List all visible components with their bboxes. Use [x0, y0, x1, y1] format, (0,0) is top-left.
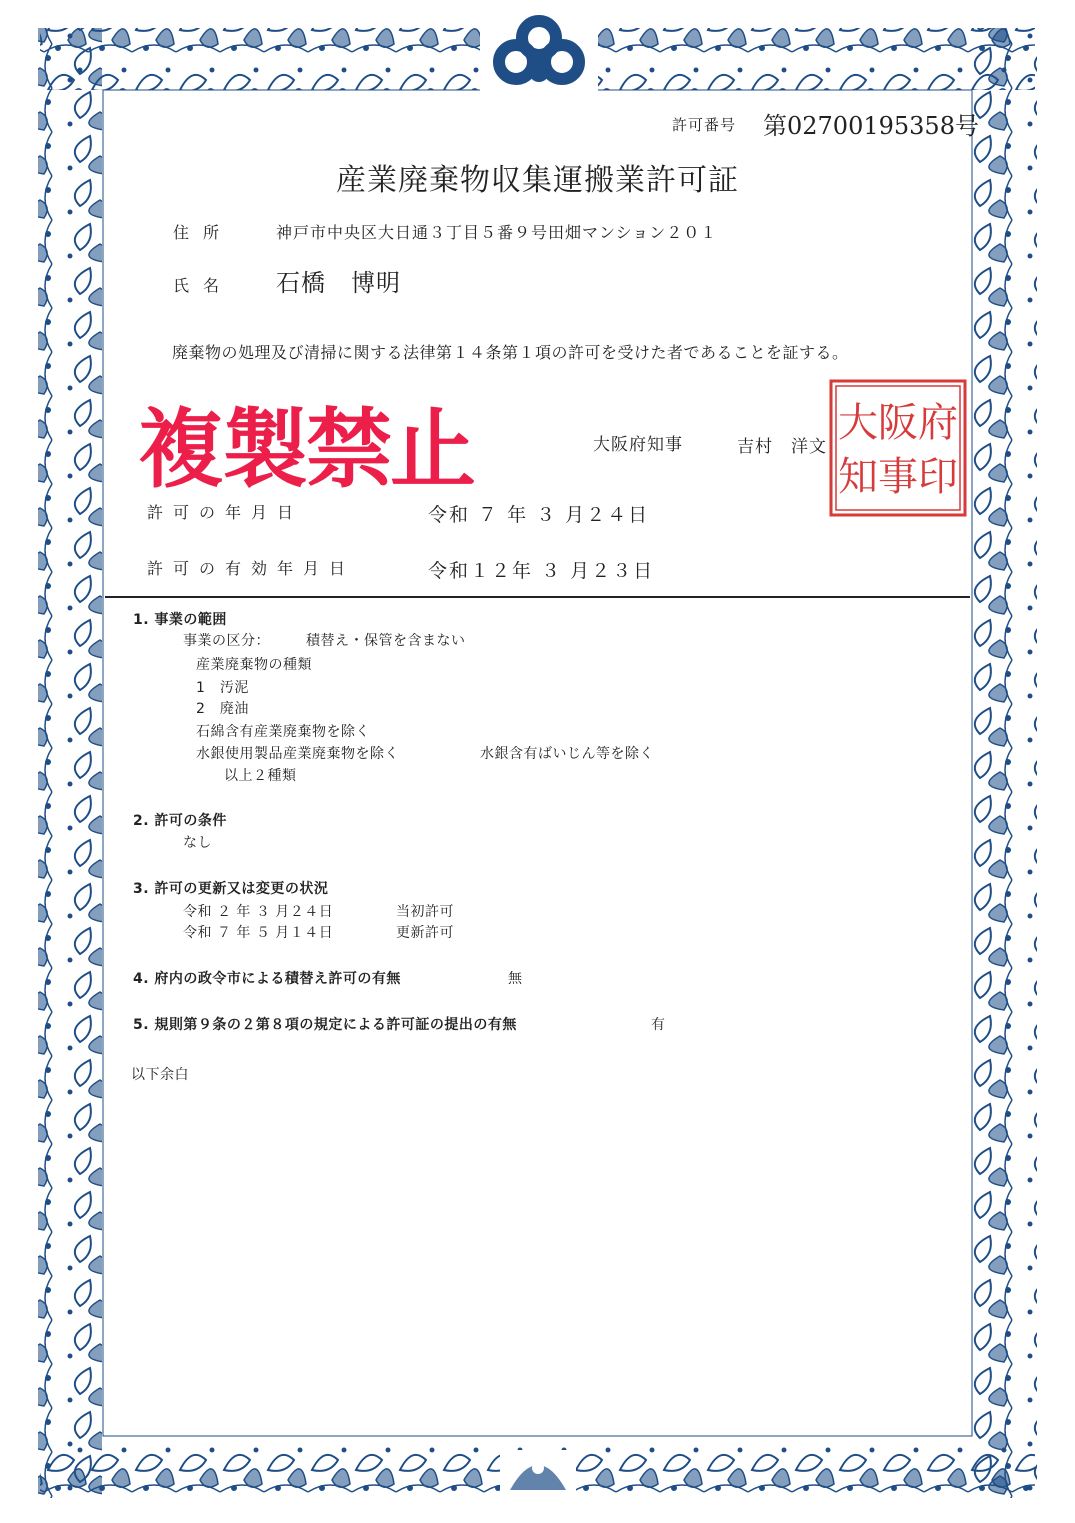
business-category-label: 事業の区分： [183, 633, 270, 649]
business-category-value: 積替え・保管を含まない [306, 633, 466, 649]
transfer-permit-value: 無 [508, 971, 523, 987]
seal-char: 阪 [878, 400, 918, 446]
seal-char: 知 [838, 454, 878, 500]
governor-seal-icon [828, 378, 968, 518]
seal-char: 印 [918, 454, 958, 500]
permit-number-value: 第02700195358号 [763, 112, 979, 140]
copy-prohibited-mark: 複製禁止 [138, 400, 474, 500]
section-heading: 1. 事業の範囲 [133, 612, 227, 628]
exclusion-note: 水銀使用製品産業廃棄物を除く [196, 746, 399, 762]
expiry-date-label: 許可の有効年月日 [147, 559, 356, 578]
section-heading: 3. 許可の更新又は変更の状況 [133, 881, 329, 897]
section-heading: 5. 規則第９条の２第８項の規定による許可証の提出の有無 [133, 1017, 517, 1033]
permit-number-label: 許可番号 [672, 116, 737, 134]
history-desc: 当初許可 [396, 904, 454, 920]
name-value: 石橋 博明 [276, 269, 401, 297]
waste-item: 2 廃油 [196, 701, 249, 717]
waste-types-label: 産業廃棄物の種類 [196, 657, 312, 673]
address-value: 神戸市中央区大日通３丁目５番９号田畑マンション２０１ [276, 223, 718, 242]
prefecture-emblem-icon [480, 18, 598, 98]
history-desc: 更新許可 [396, 925, 454, 941]
issuer-name: 吉村 洋文 [737, 437, 827, 457]
closing-note: 以下余白 [131, 1067, 189, 1083]
name-label: 氏名 [173, 276, 234, 295]
waste-item: 1 汚泥 [196, 680, 249, 696]
conditions-value: なし [183, 835, 212, 851]
section-heading: 4. 府内の政令市による積替え許可の有無 [133, 971, 401, 987]
expiry-date-value: 令和１２年 ３ 月２３日 [428, 560, 655, 582]
history-date: 令和 ２ 年 ３ 月２４日 [183, 904, 334, 920]
document-title: 産業廃棄物収集運搬業許可証 [336, 163, 739, 198]
seal-char: 府 [918, 400, 958, 446]
seal-char: 大 [838, 400, 878, 446]
waste-total: 以上２種類 [224, 768, 297, 784]
certification-text: 廃棄物の処理及び清掃に関する法律第１４条第１項の許可を受けた者であることを証する。 [172, 343, 849, 362]
bottom-ornament-icon [500, 1450, 576, 1496]
exclusion-note: 石綿含有産業廃棄物を除く [196, 724, 370, 740]
exclusion-note: 水銀含有ばいじん等を除く [480, 746, 654, 762]
section-heading: 2. 許可の条件 [133, 813, 227, 829]
permit-date-value: 令和 ７ 年 ３ 月２４日 [428, 504, 650, 526]
issuer-title: 大阪府知事 [593, 435, 683, 455]
submission-value: 有 [651, 1017, 666, 1033]
address-label: 住所 [173, 223, 234, 242]
divider [105, 596, 970, 598]
seal-char: 事 [878, 454, 918, 500]
history-date: 令和 ７ 年 ５ 月１４日 [183, 925, 334, 941]
permit-date-label: 許可の年月日 [147, 503, 304, 522]
